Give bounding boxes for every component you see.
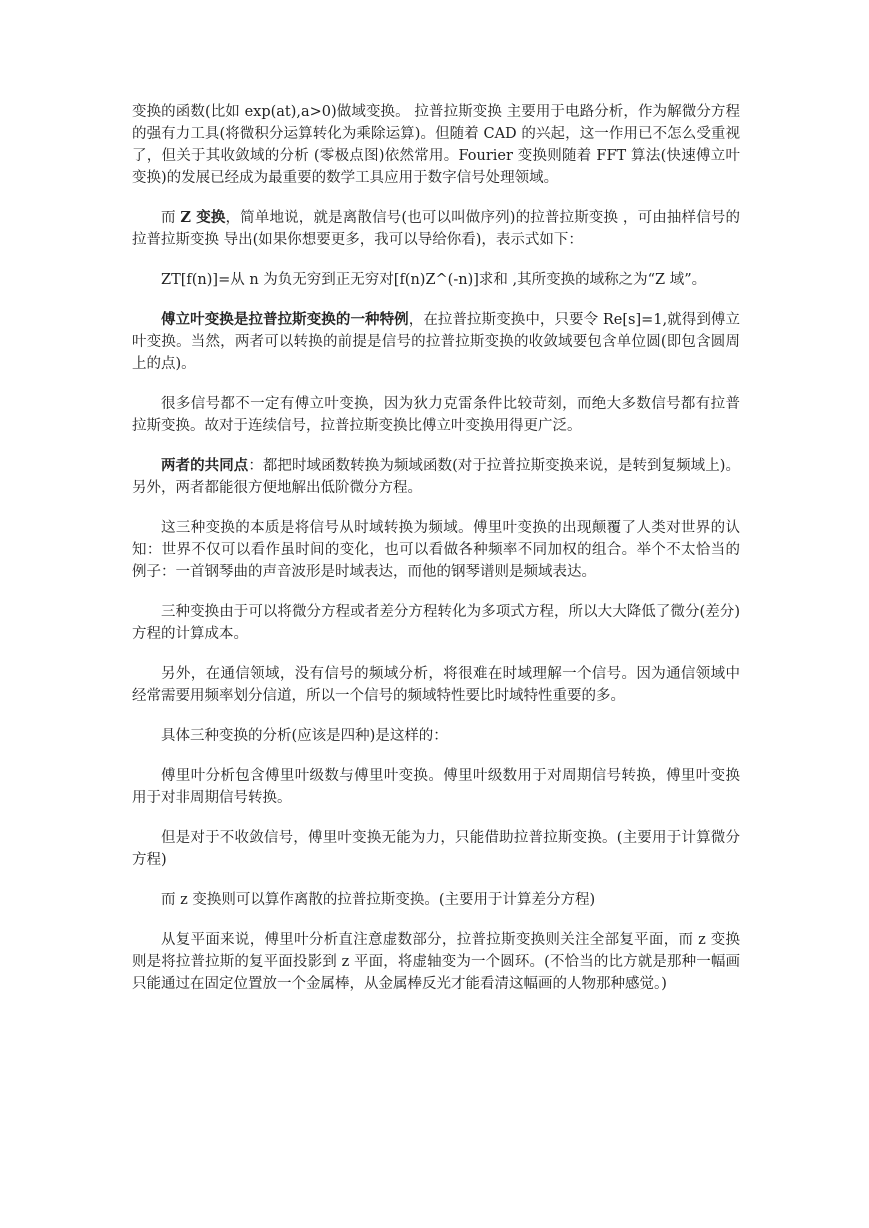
paragraph-text: 具体三种变换的分析(应该是四种)是这样的： bbox=[161, 728, 448, 744]
paragraph-text: 但是对于不收敛信号，傅里叶变换无能为力，只能借助拉普拉斯变换。(主要用于计算微分方程) bbox=[132, 830, 740, 868]
paragraph-complex-plane bbox=[132, 929, 740, 995]
paragraph-text: ：都把时域函数转换为频域函数(对于拉普拉斯变换来说，是转到复频域上)。另外，两者都能很方便地解出低阶微分方程。 bbox=[132, 458, 740, 496]
paragraph-dirichlet bbox=[132, 393, 740, 437]
paragraph-text: 三种变换由于可以将微分方程或者差分方程转化为多项式方程，所以大大降低了微分(差分)方程的计算成本。 bbox=[132, 604, 740, 642]
formula-text: ZT[f(n)]=从 n 为负无穷到正无穷对[f(n)Z^(-n)]求和 ,其所变换的域称之为“Z 域”。 bbox=[161, 272, 707, 288]
paragraph-text: 傅里叶分析包含傅里叶级数与傅里叶变换。傅里叶级数用于对周期信号转换，傅里叶变换用于对非周期信号转换。 bbox=[132, 768, 740, 806]
paragraph-fourier-special-case bbox=[132, 309, 740, 375]
paragraph-common-points bbox=[132, 455, 740, 499]
paragraph-formula bbox=[132, 269, 740, 291]
paragraph-text: 另外，在通信领域，没有信号的频域分析，将很难在时域理解一个信号。因为通信领域中经常需要用频率划分信道，所以一个信号的频域特性要比时域特性重要的多。 bbox=[132, 666, 740, 704]
paragraph-intro bbox=[132, 101, 740, 189]
paragraph-non-convergent bbox=[132, 827, 740, 871]
bold-term: Z 变换 bbox=[180, 209, 226, 226]
paragraph-analysis-intro bbox=[132, 725, 740, 747]
paragraph-essence bbox=[132, 517, 740, 583]
document-body bbox=[132, 101, 740, 1013]
paragraph-text: ，在拉普拉斯变换中，只要令 Re[s]=1,就得到傅立叶变换。当然，两者可以转换的前提是信号的拉普拉斯变换的收敛域要包含单位圆(即包含圆周上的点)。 bbox=[132, 312, 740, 372]
paragraph-cost bbox=[132, 601, 740, 645]
paragraph-text: 而 bbox=[161, 210, 181, 226]
paragraph-z-transform bbox=[132, 207, 740, 251]
bold-term: 两者的共同点 bbox=[161, 457, 249, 474]
paragraph-communication bbox=[132, 663, 740, 707]
bold-term: 傅立叶变换是拉普拉斯变换的一种特例 bbox=[161, 311, 409, 328]
paragraph-text: 这三种变换的本质是将信号从时域转换为频域。傅里叶变换的出现颠覆了人类对世界的认知：世界不仅可以看作虽时间的变化，也可以看做各种频率不同加权的组合。举个不太恰当的例子：一首钢琴曲的声音波形是时域表达，而他的钢琴谱则是频域表达。 bbox=[132, 520, 740, 580]
paragraph-text: 而 z 变换则可以算作离散的拉普拉斯变换。(主要用于计算差分方程) bbox=[161, 892, 596, 908]
paragraph-text: 变换的函数(比如 exp(at),a>0)做域变换。 拉普拉斯变换 主要用于电路分析，作为解微分方程的强有力工具(将微积分运算转化为乘除运算)。但随着 CAD 的兴起，这一作用已不怎么受重视了，但关于其收敛域的分析 (零极点图)依然常用。Fourier 变换则随着 FFT 算法(快速傅立叶变换)的发展已经成为最重要的数学工具应用于数字信号处理领域。 bbox=[132, 104, 740, 186]
paragraph-text: ，简单地说，就是离散信号(也可以叫做序列)的拉普拉斯变换 ，可由抽样信号的拉普拉斯变换 导出(如果你想要更多，我可以导给你看)，表示式如下： bbox=[132, 210, 741, 248]
paragraph-text: 从复平面来说，傅里叶分析直注意虚数部分，拉普拉斯变换则关注全部复平面，而 z 变换则是将拉普拉斯的复平面投影到 z 平面，将虚轴变为一个圆环。(不恰当的比方就是那种一幅画只能通过在固定位置放一个金属棒，从金属棒反光才能看清这幅画的人物那种感觉。) bbox=[132, 932, 740, 992]
paragraph-text: 很多信号都不一定有傅立叶变换，因为狄力克雷条件比较苛刻，而绝大多数信号都有拉普拉斯变换。故对于连续信号，拉普拉斯变换比傅立叶变换用得更广泛。 bbox=[132, 396, 740, 434]
paragraph-z-discrete bbox=[132, 889, 740, 911]
paragraph-fourier-analysis bbox=[132, 765, 740, 809]
